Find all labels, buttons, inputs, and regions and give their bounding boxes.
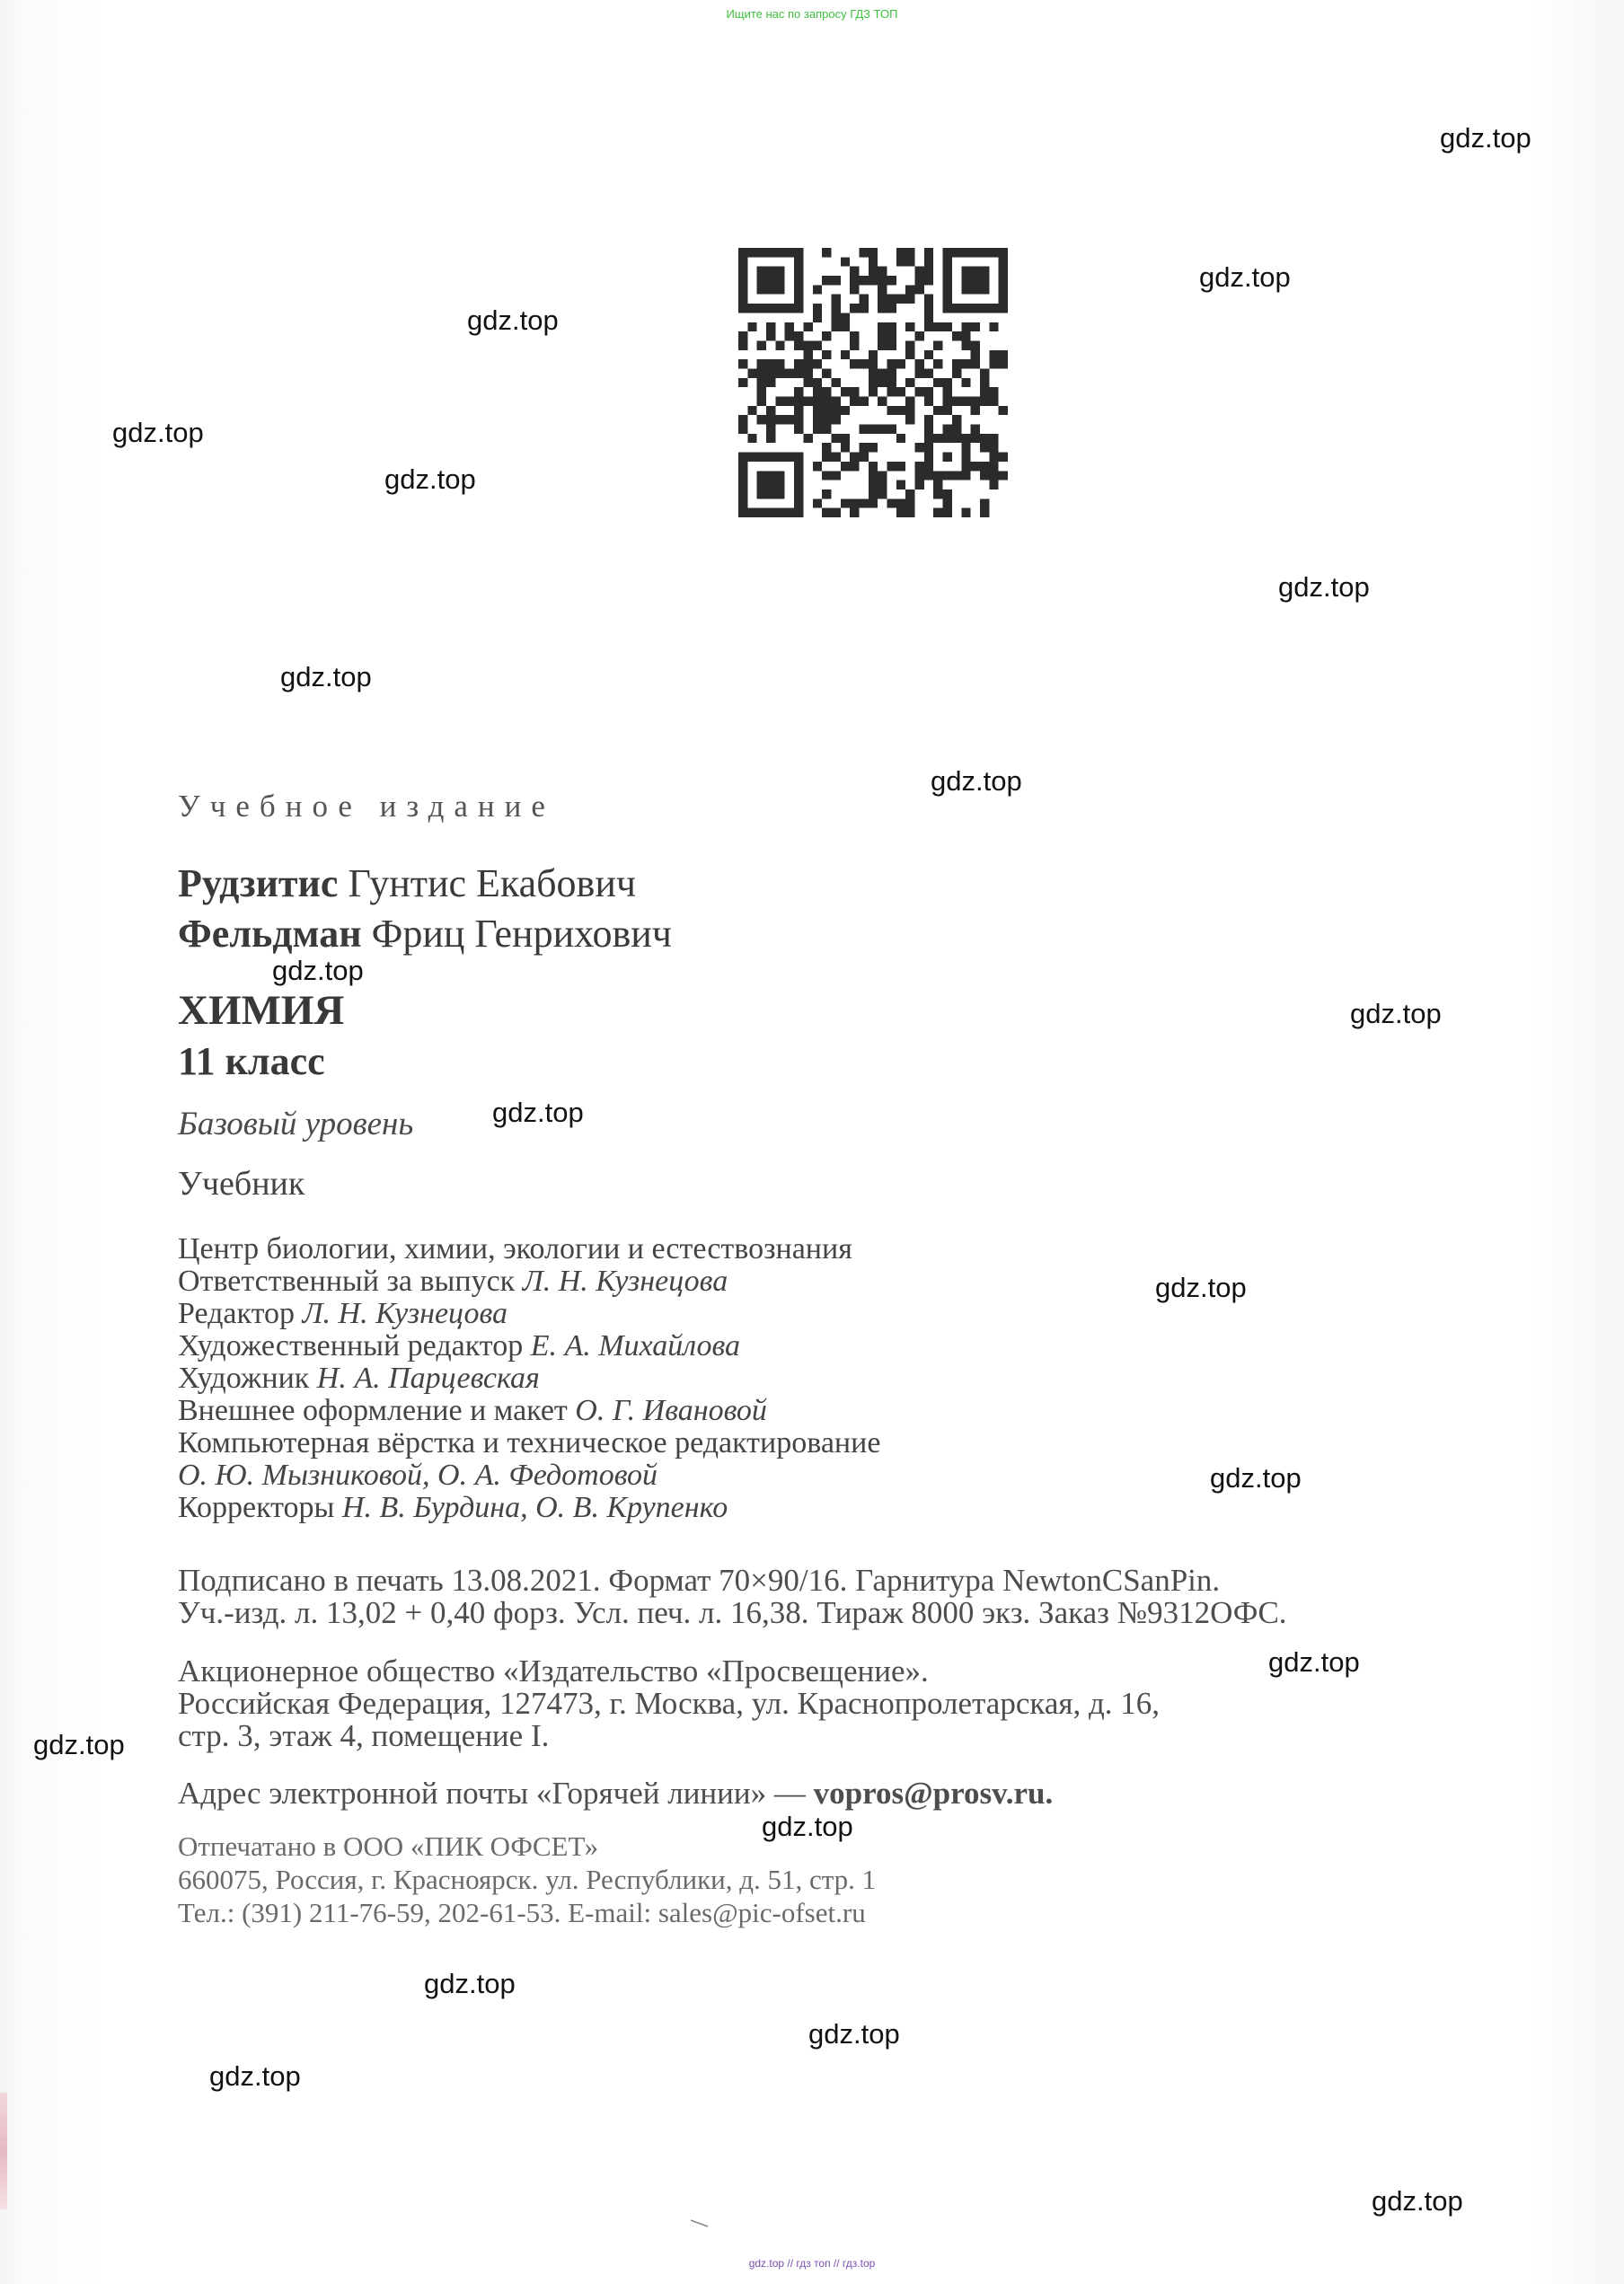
watermark: gdz.top [1440,122,1531,154]
publisher-line: Российская Федерация, 127473, г. Москва, ул. Краснопролетарская, д. 16, [178,1686,1161,1721]
watermark: gdz.top [1155,1272,1247,1303]
print-info-line: Подписано в печать 13.08.2021. Формат 70×90/16. Гарнитура NewtonCSanPin. [178,1563,1221,1598]
credit-name: Л. Н. Кузнецова [522,1265,728,1298]
watermark: gdz.top [762,1811,853,1842]
watermark: gdz.top [424,1968,516,1999]
watermark: gdz.top [492,1097,584,1128]
credit-label: Художественный редактор [178,1329,524,1362]
watermark: gdz.top [33,1729,125,1760]
watermark: gdz.top [1268,1646,1360,1678]
watermark: gdz.top [1372,2185,1463,2217]
credit-label: Ответственный за выпуск [178,1265,516,1298]
credit-proofreaders [178,1492,880,1524]
author-given-name: Фриц Генрихович [371,912,672,956]
author-1 [178,860,636,906]
watermark: gdz.top [808,2018,900,2050]
page-edge-mark [0,2093,7,2209]
watermark: gdz.top [280,661,372,692]
watermark: gdz.top [1199,261,1291,293]
credits-center: Центр биологии, химии, экологии и естествознания [178,1232,852,1265]
credit-name: Н. А. Парцевская [316,1362,540,1395]
credit-art-editor [178,1330,880,1362]
watermark: gdz.top [209,2060,301,2092]
printer-line: 660075, Россия, г. Красноярск. ул. Республики, д. 51, стр. 1 [178,1864,877,1895]
hotline-email-link[interactable]: vopros@prosv.ru. [813,1776,1054,1811]
qr-code-icon[interactable] [738,248,1008,517]
watermark: gdz.top [467,304,559,336]
credits-block [178,1233,880,1524]
credit-name: Е. А. Михайлова [530,1329,740,1362]
credit-design [178,1395,880,1427]
credit-editor [178,1298,880,1330]
book-grade: 11 класс [178,1039,325,1083]
book-type: Учебник [178,1165,305,1203]
top-banner[interactable]: Ищите нас по запросу ГДЗ ТОП [726,7,898,21]
watermark: gdz.top [272,955,364,986]
printer-line: Отпечатано в ООО «ПИК ОФСЕТ» [178,1830,599,1862]
credit-name: Л. Н. Кузнецова [302,1297,508,1330]
author-surname: Фельдман [178,912,362,956]
watermark: gdz.top [931,765,1022,797]
credit-label: Редактор [178,1297,295,1330]
book-subject: ХИМИЯ [178,987,345,1034]
watermark: gdz.top [1210,1462,1302,1494]
printer-info [178,1830,876,1929]
edition-type: Учебное издание [178,789,555,824]
print-info [178,1565,1287,1629]
author-given-name: Гунтис Екабович [348,861,637,905]
watermark: gdz.top [112,417,204,448]
credit-label: Корректоры [178,1491,335,1524]
author-2 [178,911,672,957]
publisher-line: Акционерное общество «Издательство «Просвещение». [178,1653,929,1689]
print-info-line: Уч.-изд. л. 13,02 + 0,40 форз. Усл. печ. л. 16,38. Тираж 8000 экз. Заказ №9312ОФС. [178,1595,1287,1630]
publisher-line: стр. 3, этаж 4, помещение I. [178,1718,550,1753]
printer-line: Тел.: (391) 211-76-59, 202-61-53. E-mail: sales@pic-ofset.ru [178,1897,866,1928]
credit-layout-names [178,1459,880,1492]
credit-name: О. Ю. Мызниковой, О. А. Федотовой [178,1459,658,1492]
credit-artist [178,1362,880,1395]
credit-layout-label: Компьютерная вёрстка и техническое редактирование [178,1426,881,1459]
book-level: Базовый уровень [178,1106,414,1142]
watermark: gdz.top [1350,998,1442,1029]
hotline [178,1776,1053,1812]
credit-name: О. Г. Ивановой [575,1394,767,1427]
hotline-label: Адрес электронной почты «Горячей линии» — [178,1776,806,1811]
credit-name: Н. В. Бурдина, О. В. Крупенко [341,1491,728,1524]
watermark: gdz.top [1278,571,1370,603]
publisher-info [178,1655,1160,1752]
credit-label: Художник [178,1362,310,1395]
watermark: gdz.top [384,463,476,495]
credit-responsible [178,1265,880,1298]
bottom-banner[interactable]: gdz.top // гдз топ // гдз.top [748,2257,876,2270]
credit-label: Внешнее оформление и макет [178,1394,568,1427]
scan-speck [690,2218,710,2227]
author-surname: Рудзитис [178,861,339,905]
